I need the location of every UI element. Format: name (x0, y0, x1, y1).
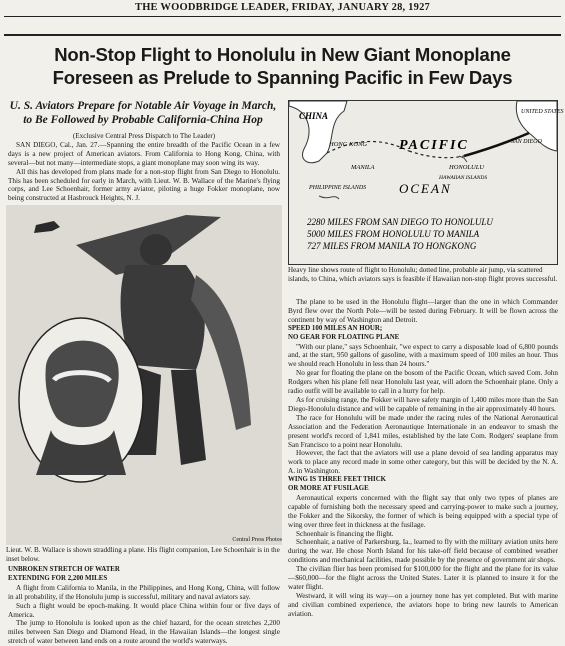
right-paragraph-1: The plane to be used in the Honolulu flight—larger than the one in which Commander Byrd flew over the North Pole—will be tested during February. It will be flown across the continent by way of Washington and Detroit. (288, 298, 558, 324)
photo-credit: Central Press Photos (232, 537, 282, 543)
right-paragraph-4: As for cruising range, the Fokker will have safety margin of 1,400 miles more than the San Diego-Honolulu distance and will be capable of remaining in the air approximately 40 hours. (288, 395, 558, 413)
left-bottom-column (8, 566, 280, 646)
map-label-usa: UNITED STATES (521, 109, 564, 115)
right-paragraph-3: No gear for floating the plane on the bosom of the Pacific Ocean, which saved Com. John Rodgers when his plane fell near Honolulu last year, will adorn the Schoenhair plane. Only a radio outfit will be available to call in a hurry for help. (288, 369, 558, 396)
masthead: THE WOODBRIDGE LEADER, FRIDAY, JANUARY 28, 1927 (134, 2, 430, 13)
right-paragraph-5: The race for Honolulu will be made under the racing rules of the National Aeronautical Association and the Federation Aeronautique Internationale in an endeavor to smash the present world's record of 1,841 miles, established by the late Com. Rodgers' seaplane from San Francisco to a point near Honolulu. (288, 413, 558, 449)
photo-caption: Lieut. W. B. Wallace is shown straddling a plane. His flight companion, Lee Schoenhair is in the inset below. (6, 546, 280, 563)
subhead-extending: EXTENDING FOR 2,200 MILES (8, 574, 108, 582)
subhead-wing: WING IS THREE FEET THICK (288, 476, 387, 484)
deck-line-2: to Be Followed by Probable California-China Hop (23, 114, 263, 126)
headline-top-rule (4, 34, 561, 36)
subhead-speed: SPEED 100 MILES AN HOUR; (288, 324, 383, 332)
route-map (288, 100, 564, 265)
left-bottom-paragraph-1: A flight from California to Manila, in the Philippines, and Hong Kong, China, will follow in all probability, if the Honolulu jump is successful, military and naval aviators say. (8, 583, 280, 601)
map-label-hong-kong: HONG KONG (329, 141, 368, 148)
headline-line-2: Foreseen as Prelude to Spanning Pacific in Few Days (52, 67, 513, 88)
map-distance-1: 2280 MILES FROM SAN DIEGO TO HONOLULU (307, 217, 493, 227)
right-paragraph-9: Schoenhair, a native of Parkersburg, Ia., learned to fly with the military aviation units here during the war. He chose North Island for his take-off field because of combined weather conditions and mechanical facilities, made possible by the presence of government air shops. (288, 538, 558, 565)
headline-line-1: Non-Stop Flight to Honolulu in New Giant Monoplane (54, 44, 511, 65)
right-column (288, 298, 558, 619)
subhead-fusilage: OR MORE AT FUSILAGE (288, 485, 369, 493)
right-paragraph-2: "With our plane," says Schoenhair, "we expect to carry a disposable load of 6,800 pounds and, at the start, 950 gallons of gasoline, with a maximum speed of 100 miles an hour. Thus we should reach Honolulu in less than 24 hours." (288, 342, 558, 369)
map-label-ocean: OCEAN (399, 181, 452, 196)
map-caption: Heavy line shows route of flight to Honolulu; dotted line, probable air jump, via scattered islands, to China, which aviators says is feasible if Hawaiian non-stop flight proves successful. (288, 266, 558, 283)
map-label-hawaiian: HAWAIIAN ISLANDS (439, 175, 488, 181)
masthead-rule (4, 16, 561, 17)
map-label-china: CHINA (299, 111, 329, 121)
deck-line-1: U. S. Aviators Prepare for Notable Air Voyage in March, (9, 100, 277, 112)
map-label-manila: MANILA (351, 164, 375, 171)
aviator-photo (6, 205, 282, 545)
left-bottom-paragraph-2: Such a flight would be epoch-making. It would place China within four or five days of America. (8, 601, 280, 619)
right-paragraph-7: Aeronautical experts concerned with the flight say that only two types of planes are capable of furnishing both the necessary speed and carrying-power to make such a journey, the Fokker and the Sikorsky, the former of which is being equipped with a special type of wing over three feet in thickness at the fusilage. (288, 493, 558, 529)
right-paragraph-6: However, the fact that the aviators will use a plane devoid of sea landing apparatus may work to place any record made in some other category, but this will be decided by the N. A. A. in Washington. (288, 449, 558, 476)
subhead-unbroken: UNBROKEN STRETCH OF WATER (8, 566, 120, 573)
right-paragraph-11: Westward, it will wing its way—on a journey none has yet completed. But with marine and civilian combined experience, the aviators hope to bring new laurels to American aviation. (288, 591, 558, 618)
left-bottom-paragraph-3: The jump to Honolulu is looked upon as the chief hazard, for the ocean stretches 2,200 miles between San Diego and Diamond Head, in the Hawaiian Islands—the longest single stretch of water between land ends on a route around the world's waterways. (8, 619, 280, 646)
map-label-san-diego: SAN DIEGO (511, 139, 542, 145)
right-paragraph-10: The civilian flier has been promised for $100,000 for the flight and the plane for its value—$60,000—for the flight across the United States. Later it is planned to insure it for the water flight. (288, 565, 558, 591)
map-label-philippine: PHILIPPINE ISLANDS (309, 185, 367, 191)
aviator-photo-drawing (6, 205, 282, 545)
subhead-no-gear: NO GEAR FOR FLOATING PLANE (288, 333, 400, 341)
lead-paragraph-2: All this has developed from plans made for a non-stop flight from San Diego to Honolulu. This has been scheduled for early in March, with Lieut. W. B. Wallace of the Marine's flying corps, and Lee Schoenhair, former army aviator, piloting a huge Fokker monoplane, now being constructed at Hasbrouck Heights, N. J. (8, 167, 280, 203)
route-map-drawing (289, 101, 564, 264)
map-distance-2: 5000 MILES FROM HONOLULU TO MANILA (307, 229, 480, 239)
map-distance-3: 727 MILES FROM MANILA TO HONGKONG (307, 241, 477, 251)
lead-paragraph-1: SAN DIEGO, Cal., Jan. 27.—Spanning the entire breadth of the Pacific Ocean in a few days is a new project of American aviators. From California to Hong Kong, China, with several—but not many—intermediate stops, a giant monoplane may soon wing its way. (8, 140, 280, 167)
lead-column (8, 132, 280, 204)
right-paragraph-8: Schoenhair is financing the flight. (296, 529, 394, 538)
map-label-honolulu: HONOLULU (449, 164, 485, 171)
dispatch-line: (Exclusive Central Press Dispatch to The Leader) (72, 132, 216, 140)
map-label-pacific: PACIFIC (399, 138, 469, 153)
